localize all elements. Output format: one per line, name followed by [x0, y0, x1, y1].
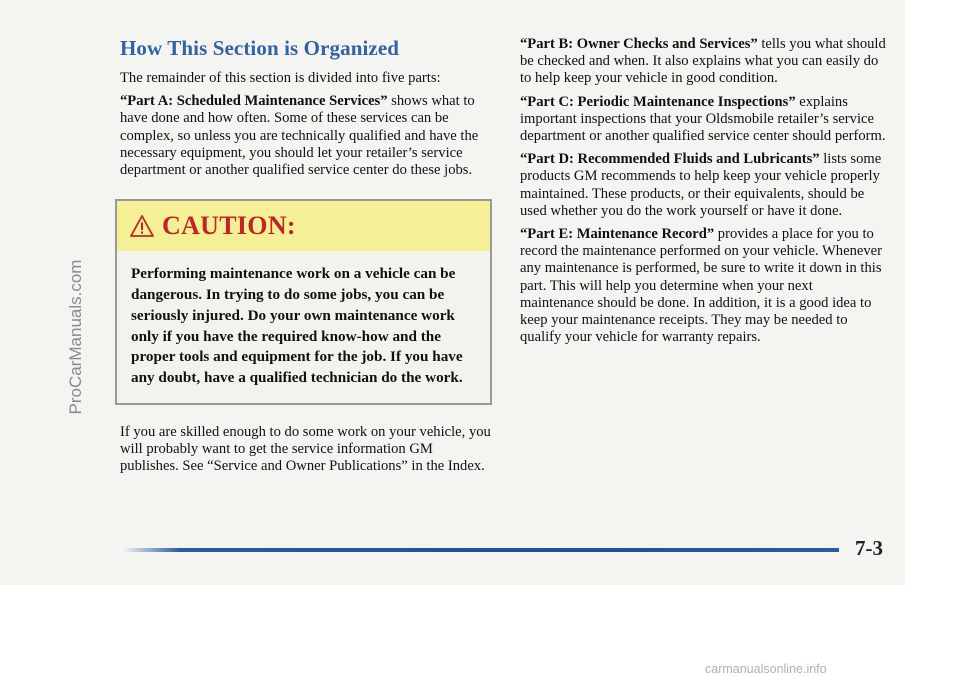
closing-paragraph: If you are skilled enough to do some work on your vehicle, you will probably want to get the service information GM publishes. See “Service and Owner Publications” in the Index.: [120, 424, 491, 475]
part-a-paragraph: [120, 93, 492, 179]
left-column: [120, 36, 492, 482]
part-b-lead: “Part B: Owner Checks and Services”: [520, 36, 758, 52]
caution-title: CAUTION:: [162, 211, 296, 241]
footer-rule: [123, 548, 839, 552]
part-e-paragraph: [520, 226, 886, 346]
sidebar-watermark: ProCarManuals.com: [66, 259, 85, 415]
part-d-lead: “Part D: Recommended Fluids and Lubricants”: [520, 151, 820, 168]
caution-body: Performing maintenance work on a vehicle can be dangerous. In trying to do some jobs, you can be seriously injured. Do your own maintenance work only if you have the required know-how and the proper tools and equipment for the job. If you have any doubt, have a qualified technician do the work.: [131, 265, 463, 387]
footer-watermark: carmanualsonline.info: [705, 662, 827, 676]
part-c-lead: “Part C: Periodic Maintenance Inspections”: [520, 93, 796, 110]
part-c-paragraph: [520, 94, 886, 146]
section-heading: How This Section is Organized: [120, 36, 400, 60]
part-d-text: lists some products GM recommends to help keep your vehicle properly maintained. These products, or their equivalents, should be used whether you do the work yourself or have it done.: [520, 151, 882, 219]
part-c-text: explains important inspections that your Oldsmobile retailer’s service department or another qualified service center should perform.: [520, 93, 886, 145]
caution-header: [117, 201, 490, 251]
part-a-lead: “Part A: Scheduled Maintenance Services”: [120, 93, 388, 110]
part-e-text: provides a place for you to record the maintenance performed on your vehicle. Whenever any maintenance is performed, be sure to write it down in this part. This will help you determine when your next maintenance should be done. In addition, it is a good idea to keep your maintenance receipts. They may be needed to qualify your vehicle for warranty repairs.: [520, 226, 882, 346]
part-b-paragraph: [520, 36, 886, 88]
right-column: [520, 36, 886, 352]
part-a-text: shows what to have done and how often. Some of these services can be complex, so unless you are technically qualified and have the necessary equipment, you should let your retailer’s service department or another qualified service center do these jobs.: [120, 93, 479, 179]
intro-paragraph: The remainder of this section is divided into five parts:: [120, 70, 441, 86]
part-d-paragraph: [520, 151, 886, 220]
part-e-lead: “Part E: Maintenance Record”: [520, 226, 715, 243]
warning-triangle-icon: [130, 214, 154, 238]
caution-box: [115, 199, 492, 405]
page-number: 7-3: [855, 536, 883, 560]
part-b-text: tells you what should be checked and when. It also explains what you can easily do to help keep your vehicle in good condition.: [520, 36, 886, 87]
